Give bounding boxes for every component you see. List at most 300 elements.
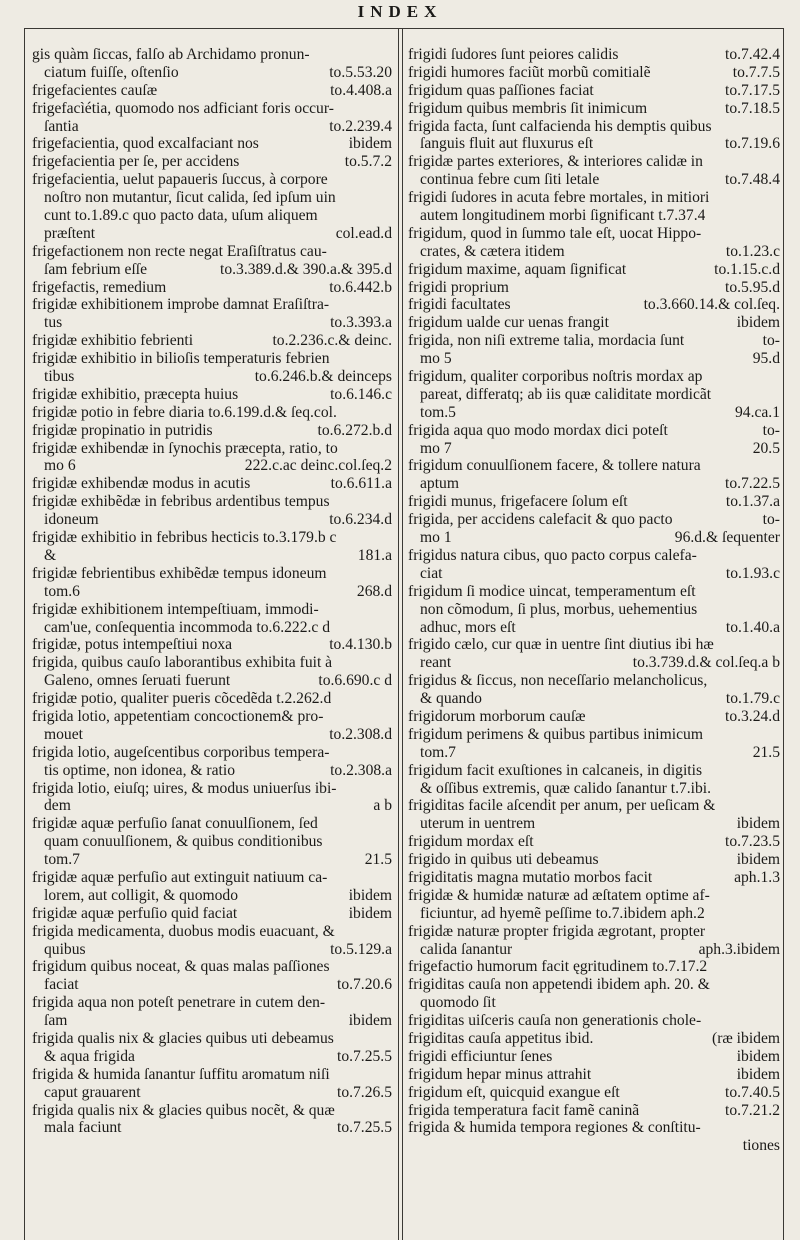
page-header: INDEX <box>357 2 443 21</box>
index-entry-line <box>408 243 780 261</box>
index-entry-line <box>32 869 392 887</box>
entry-reference: ibidem <box>736 851 780 869</box>
entry-reference: to.2.236.c.& deinc. <box>272 332 392 350</box>
index-entry-line <box>32 243 392 261</box>
entry-text: frigidæ, potus intempeſtiui noxa <box>32 636 233 654</box>
entry-text: uterum in uentrem <box>420 815 536 833</box>
index-entry-line <box>408 1102 780 1120</box>
index-entry-line <box>408 511 780 529</box>
entry-text: gis quàm ſiccas, falſo ab Archidamo pronun- <box>32 46 310 63</box>
index-entry-line <box>32 404 392 422</box>
entry-reference: to.7.17.5 <box>724 81 780 99</box>
entry-text: autem longitudinem morbi ſignificant t.7.37.4 <box>420 207 706 225</box>
index-entry-line <box>408 1084 780 1102</box>
index-entry-line <box>32 493 392 511</box>
index-entry-line <box>32 279 392 297</box>
entry-reference: to.7.18.5 <box>724 99 780 117</box>
index-entry-line <box>408 404 780 422</box>
entry-text: frigidæ exhibendæ modus in acutis <box>32 475 251 493</box>
index-entry-line <box>408 690 780 708</box>
entry-reference: to.4.408.a <box>330 81 392 99</box>
entry-text: & oſſibus extremis, quæ calido ſanantur t.7.ibi. <box>420 779 712 797</box>
entry-text: frigidæ aquæ perfuſio ſanat conuulſionem, ſed <box>32 815 318 833</box>
index-entry-line <box>408 869 780 887</box>
index-entry-line <box>408 726 780 744</box>
index-entry-line <box>32 153 392 171</box>
entry-text: idoneum <box>44 511 99 529</box>
entry-reference: to.1.40.a <box>725 618 780 636</box>
entry-reference: 21.5 <box>364 851 392 869</box>
entry-text: mo 5 <box>420 350 452 368</box>
index-entry-line <box>408 368 780 386</box>
entry-text: frigida & humida tempora regiones & conſtitu- <box>408 1119 701 1137</box>
column-divider <box>398 28 399 1240</box>
index-entry-line <box>408 941 780 959</box>
index-entry-line <box>32 1066 392 1084</box>
entry-reference: 268.d <box>356 582 392 600</box>
index-entry-line <box>408 1137 780 1155</box>
entry-text: reant <box>420 654 452 672</box>
entry-text: frigida qualis nix & glacies quibus uti debeamus <box>32 1029 334 1047</box>
index-entry-line <box>408 744 780 762</box>
index-entry-line <box>32 887 392 905</box>
entry-text: ficiuntur, ad hyemẽ peſſime to.7.ibidem aph.2 <box>420 904 705 922</box>
entry-text: adhuc, mors eſt <box>420 618 516 636</box>
index-entry-line <box>32 1048 392 1066</box>
entry-text: ſam <box>44 1012 68 1030</box>
index-entry-line <box>408 189 780 207</box>
entry-text: frigidum quibus noceat, & quas malas paſſiones <box>32 958 330 976</box>
index-entry-line <box>408 851 780 869</box>
entry-reference: to.1.37.a <box>725 493 780 511</box>
index-entry-line <box>408 815 780 833</box>
entry-text: frigidæ febrientibus exhibẽdæ tempus idoneum <box>32 564 327 582</box>
entry-reference: to.1.15.c.d <box>714 260 780 278</box>
entry-reference: ibidem <box>736 1047 780 1065</box>
index-entry-line <box>32 440 392 458</box>
index-entry-line <box>408 1066 780 1084</box>
index-entry-line <box>408 314 780 332</box>
index-entry-line <box>408 797 780 815</box>
column-divider-inner <box>402 28 403 1240</box>
entry-text: frigidum ualde cur uenas frangit <box>408 314 609 332</box>
index-entry-line <box>32 744 392 762</box>
entry-reference: col.ead.d <box>335 224 392 242</box>
index-entry-line <box>408 708 780 726</box>
index-entry-line <box>408 583 780 601</box>
index-entry-line <box>32 511 392 529</box>
entry-reference: to.7.7.5 <box>732 63 780 81</box>
entry-reference: to.3.393.a <box>330 314 392 332</box>
index-entry-line <box>408 422 780 440</box>
entry-text: frigida lotio, augeſcentibus corporibus tempera- <box>32 743 330 761</box>
entry-text: quomodo ſit <box>420 994 496 1012</box>
entry-text: tibus <box>44 368 75 386</box>
entry-text: quibus <box>44 940 86 958</box>
entry-reference: aph.3.ibidem <box>698 940 780 958</box>
entry-reference: to.1.93.c <box>725 564 780 582</box>
entry-text: frigidæ exhibitio in febribus hecticis to.3.179.b c <box>32 529 337 547</box>
entry-text: frigiditas cauſa non appetendi ibidem aph. 20. & <box>408 976 710 994</box>
entry-text: frigidæ exhibitio, præcepta huius <box>32 385 239 403</box>
entry-reference: to.6.234.d <box>329 511 392 529</box>
entry-reference: to.6.611.a <box>330 475 392 493</box>
entry-text: caput grauarent <box>44 1083 141 1101</box>
entry-text: mo 6 <box>44 457 76 475</box>
index-entry-line <box>408 887 780 905</box>
index-entry-line <box>408 565 780 583</box>
entry-text: frigidum facit exuſtiones in calcaneis, in digitis <box>408 761 703 779</box>
index-entry-line <box>32 529 392 547</box>
entry-text: frigidæ naturæ propter frigida ægrotant, propter <box>408 922 706 940</box>
index-entry-line <box>32 314 392 332</box>
entry-reference: 181.a <box>357 546 392 564</box>
entry-reference: to.7.25.5 <box>336 1047 392 1065</box>
entry-text: præſtent <box>44 224 96 242</box>
index-entry-line <box>408 905 780 923</box>
entry-reference: ibidem <box>736 815 780 833</box>
index-entry-line <box>408 386 780 404</box>
entry-text: tom.5 <box>420 403 456 421</box>
index-entry-line <box>408 225 780 243</box>
entry-text: frigida & humida ſanantur ſuffitu aromatum niſi <box>32 1065 330 1083</box>
entry-reference: ibidem <box>348 904 392 922</box>
entry-text: frigida, non niſi extreme talia, mordacia ſunt <box>408 332 685 350</box>
entry-text: frigida qualis nix & glacies quibus nocẽt, & quæ <box>32 1101 335 1119</box>
entry-reference: a b <box>373 797 392 815</box>
entry-text: frigida, per accidens calefacit & quo pacto <box>408 511 673 529</box>
entry-reference: 94.ca.1 <box>734 403 780 421</box>
entry-reference: to.7.40.5 <box>724 1083 780 1101</box>
index-entry-line <box>32 941 392 959</box>
index-entry-line <box>408 958 780 976</box>
entry-reference: 96.d.& ſequenter <box>674 529 780 547</box>
index-entry-line <box>32 583 392 601</box>
entry-reference: to.7.25.5 <box>336 1119 392 1137</box>
entry-text: frigiditas uiſceris cauſa non generationis chole- <box>408 1012 702 1030</box>
index-entry-line <box>408 64 780 82</box>
index-entry-line <box>408 1048 780 1066</box>
entry-reference: to.6.246.b.& deinceps <box>254 368 392 386</box>
entry-reference: (ræ ibidem <box>712 1029 780 1047</box>
entry-text: frigido cælo, cur quæ in uentre ſint diutius ibi hæ <box>408 636 714 654</box>
entry-reference: to.5.53.20 <box>329 63 392 81</box>
index-entry-line <box>32 1012 392 1030</box>
entry-text: frigefactis, remedium <box>32 278 167 296</box>
entry-text: frigidæ propinatio in putridis <box>32 421 213 439</box>
entry-reference: 20.5 <box>752 439 780 457</box>
entry-text: frigidorum morborum cauſæ <box>408 707 586 725</box>
index-entry-line <box>408 780 780 798</box>
entry-text: frigido in quibus uti debeamus <box>408 851 599 869</box>
index-entry-line <box>408 1030 780 1048</box>
index-entry-line <box>408 261 780 279</box>
entry-reference: ibidem <box>348 135 392 153</box>
index-entry-line <box>408 547 780 565</box>
entry-text: frigidi ſudores in acuta febre mortales, in mitiori <box>408 189 710 207</box>
entry-reference: to.7.48.4 <box>724 171 780 189</box>
entry-text: frigidum ſi modice uincat, temperamentum eſt <box>408 582 696 600</box>
entry-reference: to.3.389.d.& 390.a.& 395.d <box>220 260 392 278</box>
entry-text: frigidi munus, frigefacere ſolum eſt <box>408 493 628 511</box>
entry-text: continua febre cum ſiti letale <box>420 171 600 189</box>
entry-text: frigida lotio, appetentiam concoctionem& pro- <box>32 707 324 725</box>
entry-reference: to.5.129.a <box>330 940 392 958</box>
entry-text: frigidæ aquæ perfuſio aut extinguit natiuum ca- <box>32 868 328 886</box>
entry-reference: to.2.308.a <box>330 761 392 779</box>
index-entry-line <box>32 386 392 404</box>
entry-text: aptum <box>420 475 459 493</box>
entry-reference: to.6.146.c <box>330 385 392 403</box>
top-rule <box>24 28 784 29</box>
entry-text: & <box>44 546 57 564</box>
entry-text: frigefactionem non recte negat Eraſiſtratus cau- <box>32 242 327 260</box>
entry-text: frigefacìétia, quomodo nos adficiant foris occur- <box>32 99 334 117</box>
entry-text: frigidæ exhibitionem improbe damnat Eraſiſtra- <box>32 296 330 314</box>
entry-reference: 222.c.ac deinc.col.ſeq.2 <box>244 457 392 475</box>
entry-text: quam conuulſionem, & quibus conditionibus <box>44 833 323 851</box>
entry-text: pareat, differatq; ab iis quæ caliditate mordicãt <box>420 385 712 403</box>
index-entry-line <box>408 475 780 493</box>
entry-reference: ibidem <box>736 314 780 332</box>
index-entry-line <box>32 672 392 690</box>
entry-text: frigidum hepar minus attrahit <box>408 1065 592 1083</box>
index-entry-line <box>32 654 392 672</box>
entry-text: frigidæ potio in febre diaria to.6.199.d.& ſeq.col. <box>32 403 337 421</box>
left-rule <box>24 28 25 1240</box>
entry-text: noſtro non mutantur, ſicut calida, ſed ipſum uin <box>44 189 336 207</box>
index-entry-line <box>32 690 392 708</box>
index-entry-line <box>32 189 392 207</box>
index-entry-line <box>408 46 780 64</box>
entry-text: frigida temperatura facit famẽ caninã <box>408 1101 640 1119</box>
index-entry-line <box>408 207 780 225</box>
entry-text: frigida lotio, eiuſq; uires, & modus uniuerſus ibi- <box>32 779 337 797</box>
entry-reference: to.1.79.c <box>725 690 780 708</box>
entry-text: Galeno, omnes ſeruati fuerunt <box>44 672 231 690</box>
index-entry-line <box>32 815 392 833</box>
index-entry-line <box>408 350 780 368</box>
entry-text: lorem, aut colligit, & quomodo <box>44 886 239 904</box>
index-entry-line <box>408 440 780 458</box>
entry-reference: 95.d <box>752 350 780 368</box>
entry-text: frigida, quibus cauſo laborantibus exhibita fuit à <box>32 654 333 672</box>
entry-text: frigidum, qualiter corporibus noſtris mordax ap <box>408 368 703 386</box>
entry-text: frigiditatis magna mutatio morbos facit <box>408 868 653 886</box>
entry-text: frigidæ exhibẽdæ in febribus ardentibus tempus <box>32 493 330 511</box>
entry-text: frigidum conuulſionem facere, & tollere natura <box>408 457 701 475</box>
entry-text: tom.6 <box>44 582 80 600</box>
entry-reference: ibidem <box>348 886 392 904</box>
entry-reference: 21.5 <box>752 743 780 761</box>
entry-reference: to.7.26.5 <box>336 1083 392 1101</box>
index-entry-line <box>408 100 780 118</box>
entry-text: frigidi ſudores ſunt peiores calidis <box>408 46 619 63</box>
entry-text: tom.7 <box>44 851 80 869</box>
entry-reference: to.7.20.6 <box>336 976 392 994</box>
index-entry-line <box>408 457 780 475</box>
entry-reference: to.5.95.d <box>724 278 780 296</box>
index-entry-line <box>408 672 780 690</box>
entry-text: mo 7 <box>420 439 452 457</box>
index-entry-line <box>32 797 392 815</box>
index-entry-line <box>32 350 392 368</box>
index-entry-line <box>32 1119 392 1137</box>
index-entry-line <box>32 171 392 189</box>
entry-reference: aph.1.3 <box>734 868 780 886</box>
entry-reference: to.6.690.c d <box>318 672 392 690</box>
entry-text: frigidi proprium <box>408 278 509 296</box>
index-entry-line <box>32 1102 392 1120</box>
index-entry-line <box>408 601 780 619</box>
entry-text: frigiditas facile aſcendit per anum, per ueſicam & <box>408 797 716 815</box>
entry-reference: to- <box>762 511 780 529</box>
entry-text: frigefactio humorum facit ęgritudinem to.7.17.2 <box>408 958 708 976</box>
index-entry-line <box>32 994 392 1012</box>
entry-text: frigidum quas paſſiones faciat <box>408 81 594 99</box>
entry-reference: to.7.22.5 <box>724 475 780 493</box>
entry-text: ciat <box>420 564 443 582</box>
index-entry-line <box>32 422 392 440</box>
index-entry-line <box>32 923 392 941</box>
entry-text: frigidus natura cibus, quo pacto corpus calefa- <box>408 546 697 564</box>
index-entry-line <box>408 118 780 136</box>
entry-text: frigida aqua non poteſt penetrare in cutem den- <box>32 994 326 1012</box>
entry-reference: to.7.42.4 <box>724 46 780 63</box>
entry-reference: to.2.308.d <box>329 725 392 743</box>
entry-text: frigidæ exhibendæ in ſynochis præcepta, ratio, to <box>32 439 338 457</box>
index-entry-line <box>32 708 392 726</box>
entry-reference: to.6.442.b <box>329 278 392 296</box>
entry-text: mouet <box>44 725 83 743</box>
index-entry-line <box>408 135 780 153</box>
entry-text: frigefacientes cauſæ <box>32 81 158 99</box>
entry-reference: to.2.239.4 <box>329 117 392 135</box>
entry-reference: to.7.19.6 <box>724 135 780 153</box>
entry-text: frigefacientia per ſe, per accidens <box>32 153 240 171</box>
index-entry-line <box>408 923 780 941</box>
entry-text: frigidum perimens & quibus partibus inimicum <box>408 725 703 743</box>
index-entry-line <box>408 654 780 672</box>
index-entry-line <box>32 135 392 153</box>
index-entry-line <box>408 153 780 171</box>
index-entry-line <box>32 475 392 493</box>
entry-reference: to.6.272.b.d <box>317 421 392 439</box>
index-entry-line <box>32 225 392 243</box>
index-entry-line <box>408 279 780 297</box>
entry-text: frigidus & ſiccus, non neceſſario melancholicus, <box>408 672 708 690</box>
entry-reference: to.1.23.c <box>725 242 780 260</box>
index-entry-line <box>32 368 392 386</box>
entry-text: frigidum quibus membris ſit inimicum <box>408 99 648 117</box>
entry-text: ſantia <box>44 117 79 135</box>
entry-text: frigefacientia, uelut papaueris ſuccus, à corpore <box>32 171 328 189</box>
index-entry-line <box>408 171 780 189</box>
index-entry-line <box>32 64 392 82</box>
entry-text: frigida medicamenta, duobus modis euacuant, & <box>32 922 335 940</box>
entry-text: frigidæ partes exteriores, & interiores calidæ in <box>408 153 703 171</box>
index-entry-line <box>32 100 392 118</box>
entry-text: frigidæ exhibitionem intempeſtiuam, immodi- <box>32 600 319 618</box>
entry-text: frigidæ & humidæ naturæ ad æſtatem optime af- <box>408 886 710 904</box>
right-column <box>408 46 780 1155</box>
index-entry-line <box>32 905 392 923</box>
index-entry-line <box>32 619 392 637</box>
entry-text: frigidi facultates <box>408 296 511 314</box>
index-entry-line <box>408 493 780 511</box>
entry-text: ſam febrium eſſe <box>44 260 148 278</box>
index-entry-line <box>32 636 392 654</box>
index-entry-line <box>408 833 780 851</box>
entry-text: cam'ue, conſequentia incommoda to.6.222.c d <box>44 618 331 636</box>
entry-text: mo 1 <box>420 529 452 547</box>
entry-text: frigidum, quod in ſummo tale eſt, uocat Hippo- <box>408 224 702 242</box>
entry-reference: ibidem <box>736 1065 780 1083</box>
entry-text: tis optime, non idonea, & ratio <box>44 761 235 779</box>
index-entry-line <box>32 726 392 744</box>
index-entry-line <box>408 619 780 637</box>
entry-text: non cõmodum, ſi plus, morbus, uehementius <box>420 600 698 618</box>
index-entry-line <box>32 46 392 64</box>
entry-text: ſanguis fluit aut fluxurus eſt <box>420 135 594 153</box>
entry-text: frigefacientia, quod excalfaciant nos <box>32 135 259 153</box>
entry-text: & quando <box>420 690 482 708</box>
left-column <box>32 46 392 1137</box>
entry-reference: to.7.21.2 <box>724 1101 780 1119</box>
entry-reference: tiones <box>742 1137 780 1155</box>
index-entry-line <box>32 82 392 100</box>
entry-reference: to.3.660.14.& col.ſeq. <box>643 296 780 314</box>
entry-reference: to- <box>762 421 780 439</box>
index-entry-line <box>408 636 780 654</box>
index-entry-line <box>32 547 392 565</box>
index-entry-line <box>32 1030 392 1048</box>
index-entry-line <box>408 332 780 350</box>
index-entry-line <box>32 207 392 225</box>
index-entry-line <box>32 261 392 279</box>
index-entry-line <box>408 994 780 1012</box>
index-entry-line <box>32 833 392 851</box>
right-rule <box>783 28 784 1240</box>
entry-reference: to.7.23.5 <box>724 833 780 851</box>
entry-text: calida ſanantur <box>420 940 513 958</box>
entry-text: dem <box>44 797 71 815</box>
index-entry-line <box>408 529 780 547</box>
entry-text: frigidi efficiuntur ſenes <box>408 1047 553 1065</box>
entry-reference: to.5.7.2 <box>344 153 392 171</box>
index-entry-line <box>32 118 392 136</box>
entry-text: frigidæ exhibitio febrienti <box>32 332 194 350</box>
entry-text: cunt to.1.89.c quo pacto data, uſum aliquem <box>44 207 318 225</box>
index-entry-line <box>408 976 780 994</box>
index-entry-line <box>32 565 392 583</box>
index-entry-line <box>408 82 780 100</box>
index-entry-line <box>32 976 392 994</box>
entry-text: crates, & cætera itidem <box>420 242 565 260</box>
index-entry-line <box>32 958 392 976</box>
entry-text: tom.7 <box>420 743 456 761</box>
entry-reference: to.3.24.d <box>724 707 780 725</box>
index-entry-line <box>408 1012 780 1030</box>
index-entry-line <box>32 780 392 798</box>
entry-text: frigidæ exhibitio in bilioſis temperaturis febrien <box>32 350 330 368</box>
index-entry-line <box>408 1119 780 1137</box>
entry-text: frigida facta, ſunt calfacienda his demptis quibus <box>408 117 712 135</box>
entry-text: frigida aqua quo modo mordax dici poteſt <box>408 421 668 439</box>
entry-text: & aqua frigida <box>44 1047 135 1065</box>
index-entry-line <box>32 601 392 619</box>
entry-text: frigidæ aquæ perfuſio quid faciat <box>32 904 238 922</box>
